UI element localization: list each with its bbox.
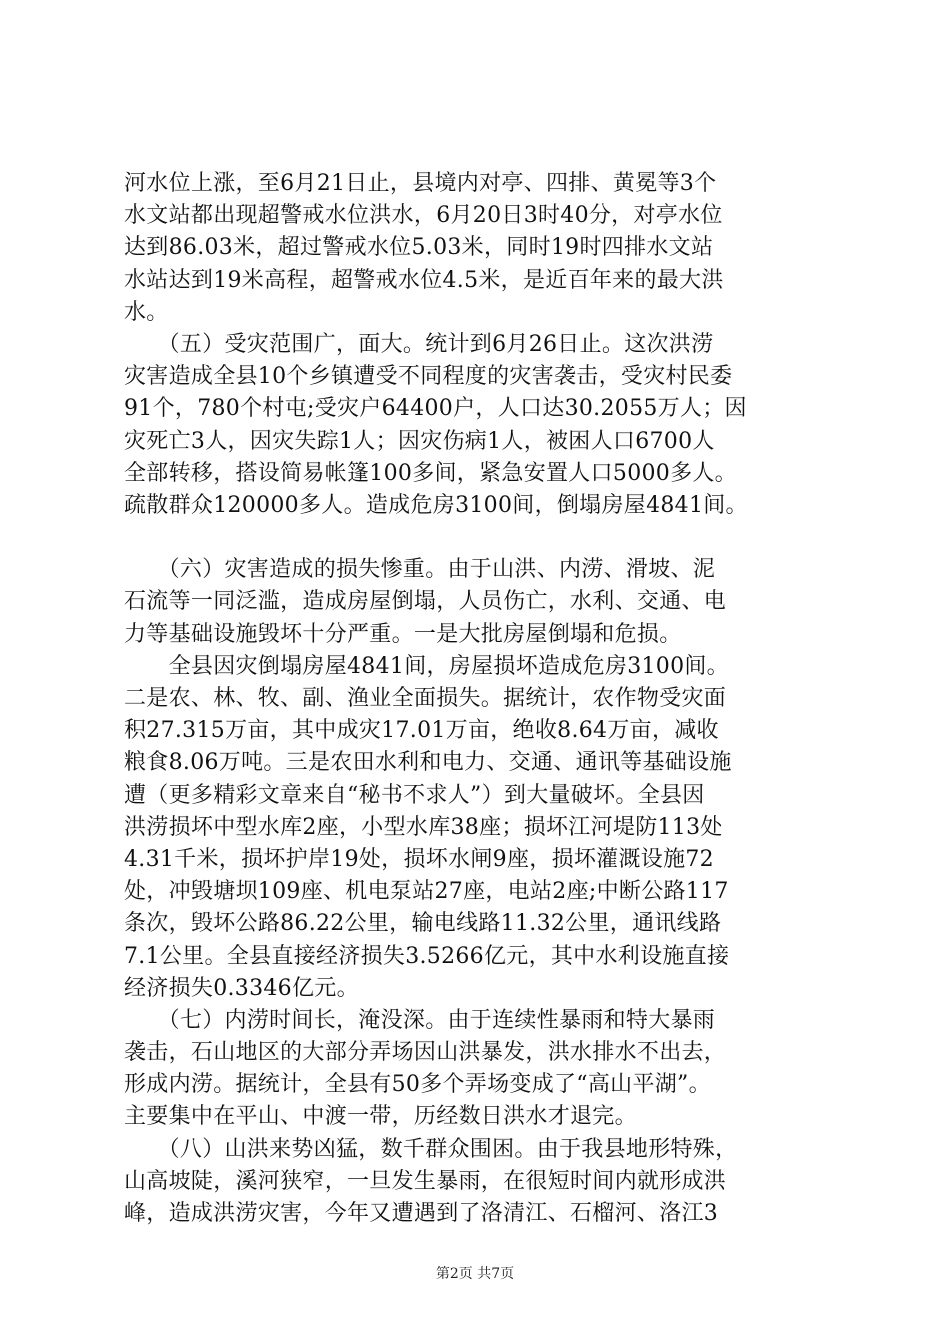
text-line: 达到86.03米，超过警戒水位5.03米，同时19时四排水文站 (124, 235, 714, 261)
text-line: 91个，780个村屯;受灾户64400户，人口达30.2055万人；因 (124, 396, 747, 422)
text-line: 遭（更多精彩文章来自“秘书不求人”）到大量破坏。全县因 (124, 782, 705, 808)
text-line: 河水位上涨，至6月21日止，县境内对亭、四排、黄冕等3个 (124, 171, 717, 196)
text-line: 4.31千米，损坏护岸19处，损坏水闸9座，损坏灌溉设施72 (124, 846, 714, 872)
text-line: 石流等一同泛滥，造成房屋倒塌，人员伤亡，水利、交通、电 (124, 589, 727, 615)
text-line: 洪涝损坏中型水库2座，小型水库38座；损坏江河堤防113处 (124, 814, 723, 840)
text-line: 处，冲毁塘坝109座、机电泵站27座，电站2座;中断公路117 (124, 879, 729, 905)
text-line: 粮食8.06万吨。三是农田水利和电力、交通、通讯等基础设施 (124, 750, 732, 776)
text-line: 峰，造成洪涝灾害，今年又遭遇到了洛清江、石榴河、洛江3 (124, 1201, 719, 1226)
text-line: 山高坡陡，溪河狭窄，一旦发生暴雨，在很短时间内就形成洪 (124, 1168, 727, 1194)
section-eight-heading-line: （八）山洪来势凶猛，数千群众围困。由于我县地形特殊， (124, 1136, 738, 1162)
text-line: 水。 (124, 299, 169, 325)
document-body (124, 168, 834, 1230)
page-number-footer: 第2页 共7页 (435, 1266, 515, 1282)
section-five-heading-line: （五）受灾范围广，面大。统计到6月26日止。这次洪涝 (124, 331, 714, 357)
text-line: 水站达到19米高程，超警戒水位4.5米，是近百年来的最大洪 (124, 267, 724, 293)
text-line: 条次，毁坏公路86.22公里，输电线路11.32公里，通讯线路 (124, 911, 722, 937)
section-seven-heading-line: （七）内涝时间长，淹没深。由于连续性暴雨和特大暴雨 (124, 1007, 716, 1033)
text-line: 水文站都出现超警戒水位洪水，6月20日3时40分，对亭水位 (124, 203, 723, 229)
text-line: 袭击，石山地区的大部分弄场因山洪暴发，洪水排水不出去， (124, 1040, 727, 1066)
text-line: 全部转移，搭设简易帐篷100多间，紧急安置人口5000多人。 (124, 460, 737, 486)
text-line: 全县因灾倒塌房屋4841间，房屋损坏造成危房3100间。 (124, 653, 729, 679)
text-line: 积27.315万亩，其中成灾17.01万亩，绝收8.64万亩，减收 (124, 718, 719, 744)
section-six-heading-line: （六）灾害造成的损失惨重。由于山洪、内涝、滑坡、泥 (124, 557, 716, 583)
text-line: 二是农、林、牧、副、渔业全面损失。据统计，农作物受灾面 (124, 686, 727, 711)
text-line: 力等基础设施毁坏十分严重。一是大批房屋倒塌和危损。 (124, 621, 682, 647)
text-line: 疏散群众120000多人。造成危房3100间，倒塌房屋4841间。 (124, 492, 748, 518)
text-line: 灾害造成全县10个乡镇遭受不同程度的灾害袭击，受灾村民委 (124, 364, 733, 390)
text-line: 灾死亡3人，因灾失踪1人；因灾伤病1人，被困人口6700人 (124, 428, 715, 454)
text-line: 形成内涝。据统计，全县有50多个弄场变成了“高山平湖”。 (124, 1072, 711, 1098)
text-line: 主要集中在平山、中渡一带，历经数日洪水才退完。 (124, 1104, 637, 1130)
blank-line (124, 522, 834, 554)
text-line: 经济损失0.3346亿元。 (124, 975, 359, 1001)
text-line: 7.1公里。全县直接经济损失3.5266亿元，其中水利设施直接 (124, 943, 730, 969)
